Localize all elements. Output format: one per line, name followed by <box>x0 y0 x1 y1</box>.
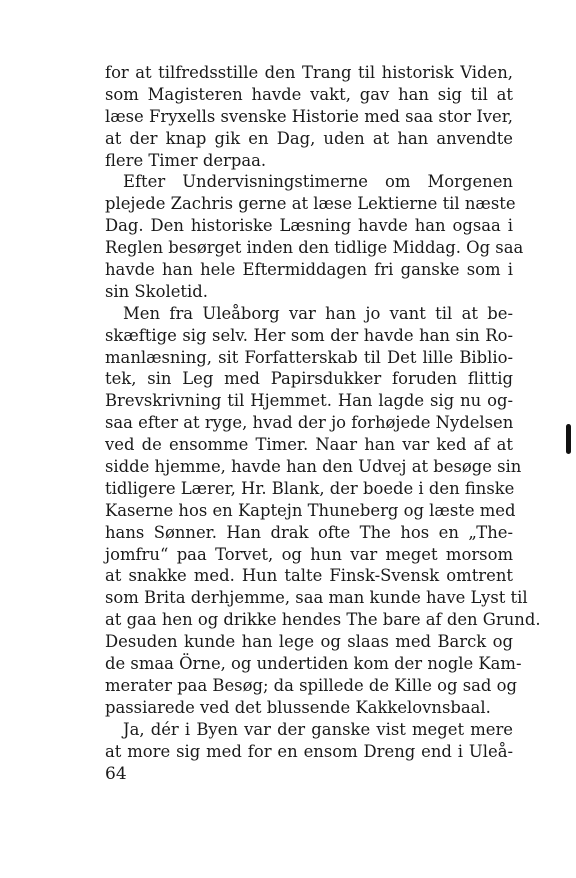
text-line: passiarede ved det blussende Kakkelovnsbaal. <box>105 697 491 717</box>
text-line: tidligere Lærer, Hr. Blank, der boede i den finske <box>105 478 515 498</box>
text-line: at more sig med for en ensom Dreng end i Uleå- <box>105 741 513 761</box>
page-edge-mark <box>566 424 571 454</box>
text-line: flere Timer derpaa. <box>105 150 267 170</box>
text-line: at snakke med. Hun talte Finsk-Svensk omtrent <box>105 566 513 586</box>
text-line: læse Fryxells svenske Historie med saa stor Iver, <box>105 106 513 126</box>
text-line: Kaserne hos en Kaptejn Thuneberg og læste med <box>105 500 516 520</box>
text-line: jomfru“ paa Torvet, og hun var meget morsom <box>105 544 513 564</box>
text-line: ved de ensomme Timer. Naar han var ked af at <box>105 435 513 455</box>
text-line: Efter Undervisningstimerne om Morgenen <box>123 172 513 192</box>
text-line: manlæsning, sit Forfatterskab til Det lille Biblio- <box>105 347 513 367</box>
text-line: sidde hjemme, havde han den Udvej at besøge sin <box>105 457 522 477</box>
text-line: Ja, dér i Byen var der ganske vist meget mere <box>123 719 513 739</box>
text-line: at gaa hen og drikke hendes The bare af den Grund. <box>105 610 541 630</box>
text-line: at der knap gik en Dag, uden at han anvendte <box>105 128 513 148</box>
text-line: tek, sin Leg med Papirsdukker foruden flittig <box>105 369 513 389</box>
text-line: som Magisteren havde vakt, gav han sig til at <box>105 84 513 104</box>
text-line: de smaa Örne, og undertiden kom der nogle Kam- <box>105 654 522 674</box>
text-line: Brevskrivning til Hjemmet. Han lagde sig nu og- <box>105 391 513 411</box>
text-line: Dag. Den historiske Læsning havde han ogsaa i <box>105 216 513 236</box>
text-line: som Brita derhjemme, saa man kunde have Lyst til <box>105 588 528 608</box>
text-line: hans Sønner. Han drak ofte The hos en „The- <box>105 522 513 542</box>
text-line: skæftige sig selv. Her som der havde han sin Ro- <box>105 325 513 345</box>
page-number: 64 <box>105 764 127 784</box>
body-text <box>105 62 541 763</box>
text-line: Reglen besørget inden den tidlige Middag. Og saa <box>105 238 524 258</box>
text-line: saa efter at ryge, hvad der jo forhøjede Nydelsen <box>105 413 514 433</box>
text-line: merater paa Besøg; da spillede de Kille og sad og <box>105 675 517 695</box>
text-line: Desuden kunde han lege og slaas med Barck og <box>105 632 513 652</box>
text-line: plejede Zachris gerne at læse Lektierne til næste <box>105 194 516 214</box>
text-line: for at tilfredsstille den Trang til historisk Viden, <box>105 63 513 82</box>
text-line: sin Skoletid. <box>105 281 208 301</box>
text-line: havde han hele Eftermiddagen fri ganske som i <box>105 260 513 280</box>
text-line: Men fra Uleåborg var han jo vant til at be- <box>123 303 513 323</box>
